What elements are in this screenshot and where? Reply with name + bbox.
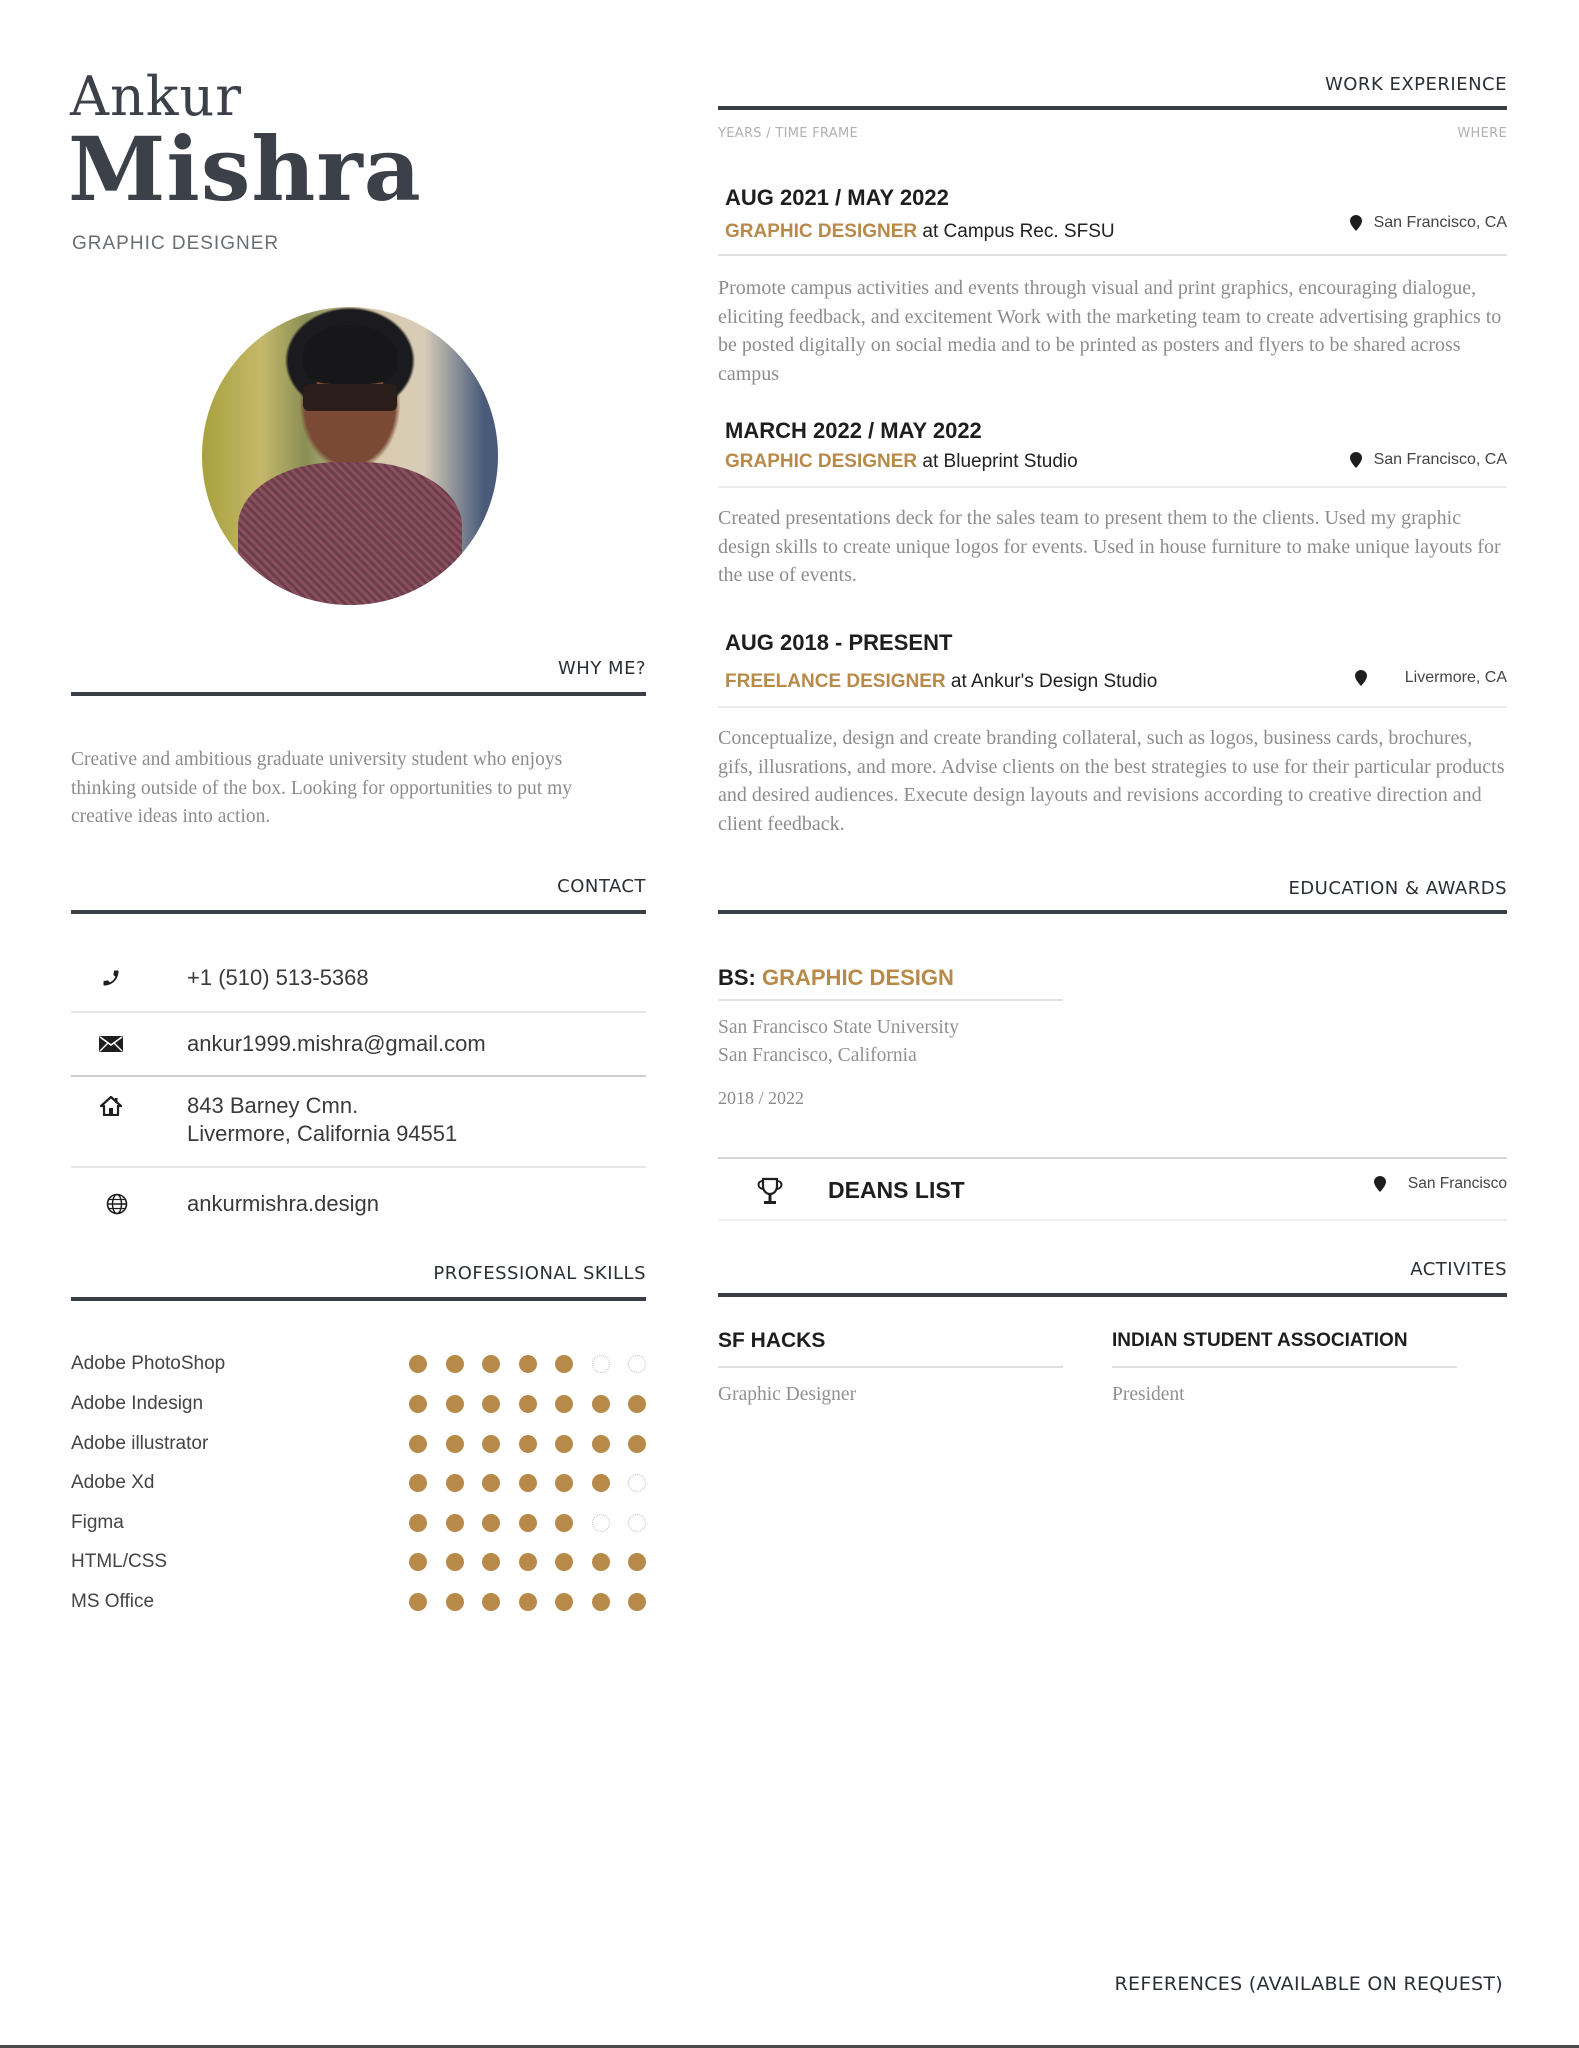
- degree: [718, 965, 954, 991]
- award-bottom-divider: [718, 1219, 1507, 1221]
- photo-sunglasses: [303, 384, 398, 411]
- degree-field: GRAPHIC DESIGN: [762, 965, 954, 990]
- rating-dot-filled: [592, 1553, 610, 1571]
- contact-phone: [71, 962, 646, 994]
- degree-prefix: BS:: [718, 965, 762, 990]
- work-divider: [718, 106, 1507, 110]
- job-2-role: [725, 451, 1078, 473]
- job-3-title: FREELANCE DESIGNER: [725, 671, 946, 692]
- why-me-text: Creative and ambitious graduate university student who enjoys thinking outside of the box. Looking for opportunities to put my creative ideas into action.: [71, 749, 573, 827]
- location-pin-icon: [1350, 215, 1362, 231]
- job-2-location-text: San Francisco, CA: [1373, 451, 1507, 468]
- contact-address-text: [187, 1092, 457, 1148]
- rating-dot-filled: [446, 1593, 464, 1611]
- work-heading: WORK EXPERIENCE: [1324, 74, 1507, 95]
- location-pin-icon: [1355, 670, 1367, 686]
- rating-dot-empty: [628, 1355, 646, 1373]
- activity-1-role: Graphic Designer: [718, 1384, 857, 1405]
- where-column-label: WHERE: [1457, 126, 1507, 141]
- rating-dot-empty: [628, 1474, 646, 1492]
- job-3-divider: [718, 706, 1507, 708]
- skill-rating: [409, 1355, 646, 1373]
- profile-photo: [202, 307, 498, 605]
- location-pin-icon: [1350, 452, 1362, 468]
- job-2-company: at Blueprint Studio: [917, 451, 1078, 472]
- skills-divider: [71, 1297, 646, 1301]
- award-location: [1374, 1175, 1507, 1193]
- rating-dot-filled: [555, 1435, 573, 1453]
- rating-dot-filled: [482, 1593, 500, 1611]
- contact-row-divider: [71, 1011, 646, 1013]
- job-3-role: [725, 671, 1157, 693]
- skill-row: [71, 1588, 646, 1616]
- job-2-divider: [718, 486, 1507, 488]
- trophy-icon: [756, 1177, 784, 1207]
- years-column-label: YEARS / TIME FRAME: [718, 126, 859, 141]
- activities-heading: ACTIVITES: [1410, 1259, 1507, 1280]
- rating-dot-filled: [482, 1553, 500, 1571]
- rating-dot-filled: [555, 1553, 573, 1571]
- rating-dot-filled: [482, 1514, 500, 1532]
- rating-dot-filled: [519, 1553, 537, 1571]
- rating-dot-filled: [555, 1593, 573, 1611]
- why-me-heading: WHY ME?: [557, 658, 646, 679]
- job-1-location-text: San Francisco, CA: [1373, 214, 1507, 231]
- job-3-location-text: Livermore, CA: [1404, 669, 1507, 686]
- activity-1-divider: [718, 1366, 1063, 1368]
- rating-dot-filled: [482, 1395, 500, 1413]
- contact-divider: [71, 910, 646, 914]
- address-line-1: 843 Barney Cmn.: [187, 1093, 359, 1118]
- rating-dot-filled: [409, 1474, 427, 1492]
- rating-dot-filled: [409, 1435, 427, 1453]
- rating-dot-filled: [409, 1514, 427, 1532]
- school-location: San Francisco, California: [718, 1045, 917, 1066]
- job-1-divider: [718, 254, 1507, 256]
- phone-icon: [91, 968, 131, 988]
- skill-name: MS Office: [71, 1591, 155, 1612]
- rating-dot-filled: [409, 1593, 427, 1611]
- education-heading: EDUCATION & AWARDS: [1288, 878, 1507, 899]
- job-title: GRAPHIC DESIGNER: [72, 233, 280, 254]
- job-1-role: [725, 221, 1115, 243]
- rating-dot-empty: [592, 1514, 610, 1532]
- mail-icon: [91, 1036, 131, 1052]
- rating-dot-filled: [446, 1355, 464, 1373]
- photo-shirt: [238, 462, 463, 605]
- why-me-divider: [71, 692, 646, 696]
- skill-name: Adobe PhotoShop: [71, 1353, 226, 1374]
- rating-dot-empty: [628, 1514, 646, 1532]
- rating-dot-filled: [555, 1474, 573, 1492]
- skill-row: [71, 1548, 646, 1576]
- skill-name: Adobe illustrator: [71, 1433, 209, 1454]
- skill-name: HTML/CSS: [71, 1551, 168, 1572]
- rating-dot-filled: [592, 1474, 610, 1492]
- globe-icon: [97, 1193, 137, 1215]
- contact-row-divider: [71, 1075, 646, 1077]
- rating-dot-filled: [482, 1355, 500, 1373]
- rating-dot-filled: [519, 1435, 537, 1453]
- contact-website: [71, 1188, 646, 1220]
- job-3-description: Conceptualize, design and create branding collateral, such as logos, business cards, brochures, gifs, illusrations, and more. Advise clients on the best strategies to use for their particular products and desired audiences. Execute design layouts and revisions according to creative direction and client feedback.: [718, 727, 1505, 835]
- skill-rating: [409, 1593, 646, 1611]
- job-3-dates: AUG 2018 - PRESENT: [725, 630, 953, 655]
- job-1-location: [1350, 214, 1507, 232]
- award-title: DEANS LIST: [828, 1177, 965, 1203]
- education-years: 2018 / 2022: [718, 1088, 805, 1108]
- activity-2-name: INDIAN STUDENT ASSOCIATION: [1112, 1330, 1408, 1351]
- activity-2-role: President: [1112, 1384, 1185, 1405]
- first-name: Ankur: [70, 65, 243, 128]
- rating-dot-filled: [482, 1474, 500, 1492]
- award-top-divider: [718, 1157, 1507, 1159]
- job-1-dates: AUG 2021 / MAY 2022: [725, 185, 949, 210]
- activity-2-divider: [1112, 1366, 1457, 1368]
- rating-dot-filled: [446, 1435, 464, 1453]
- contact-heading: CONTACT: [557, 876, 646, 897]
- skill-name: Adobe Xd: [71, 1472, 155, 1493]
- rating-dot-filled: [555, 1355, 573, 1373]
- job-2-description: Created presentations deck for the sales team to present them to the clients. Used my graphic design skills to create unique logos for events. Used in house furniture to make unique layouts for the use of events.: [718, 507, 1501, 586]
- rating-dot-filled: [592, 1435, 610, 1453]
- skills-heading: PROFESSIONAL SKILLS: [433, 1263, 646, 1284]
- job-1-title: GRAPHIC DESIGNER: [725, 221, 918, 242]
- rating-dot-filled: [519, 1593, 537, 1611]
- rating-dot-filled: [409, 1553, 427, 1571]
- rating-dot-filled: [446, 1553, 464, 1571]
- skill-rating: [409, 1435, 646, 1453]
- job-1-company: at Campus Rec. SFSU: [917, 221, 1115, 242]
- rating-dot-filled: [482, 1435, 500, 1453]
- job-1-description: Promote campus activities and events through visual and print graphics, encouraging dialogue, eliciting feedback, and excitement Work with the marketing team to create advertising graphics to be posted digitally on social media and to be printed as posters and flyers to be shared across campus: [718, 277, 1502, 385]
- rating-dot-filled: [446, 1514, 464, 1532]
- job-2-dates: MARCH 2022 / MAY 2022: [725, 418, 982, 443]
- rating-dot-filled: [519, 1355, 537, 1373]
- rating-dot-filled: [446, 1474, 464, 1492]
- rating-dot-filled: [446, 1395, 464, 1413]
- rating-dot-filled: [555, 1395, 573, 1413]
- skill-row: [71, 1430, 646, 1458]
- contact-email: [71, 1028, 646, 1060]
- activities-divider: [718, 1293, 1507, 1297]
- rating-dot-filled: [628, 1593, 646, 1611]
- skill-row: [71, 1509, 646, 1537]
- skill-name: Figma: [71, 1512, 124, 1533]
- rating-dot-filled: [519, 1395, 537, 1413]
- skill-rating: [409, 1553, 646, 1571]
- skill-row: [71, 1469, 646, 1497]
- rating-dot-filled: [555, 1514, 573, 1532]
- rating-dot-filled: [519, 1514, 537, 1532]
- skill-row: [71, 1390, 646, 1418]
- contact-row-divider: [71, 1166, 646, 1168]
- award-location-text: San Francisco: [1407, 1175, 1507, 1192]
- contact-email-text[interactable]: ankur1999.mishra@gmail.com: [187, 1031, 486, 1056]
- job-3-company: at Ankur's Design Studio: [945, 671, 1158, 692]
- rating-dot-filled: [409, 1395, 427, 1413]
- address-line-2: Livermore, California 94551: [187, 1121, 458, 1146]
- references-note: REFERENCES (AVAILABLE ON REQUEST): [1114, 1973, 1503, 1995]
- contact-address: [71, 1092, 646, 1152]
- rating-dot-filled: [592, 1395, 610, 1413]
- rating-dot-filled: [628, 1395, 646, 1413]
- rating-dot-filled: [519, 1474, 537, 1492]
- education-divider: [718, 910, 1507, 914]
- rating-dot-filled: [592, 1593, 610, 1611]
- last-name: Mishra: [68, 117, 422, 221]
- degree-divider: [718, 999, 1063, 1001]
- contact-phone-text[interactable]: +1 (510) 513-5368: [187, 965, 369, 990]
- skill-rating: [409, 1514, 646, 1532]
- activity-1-name: SF HACKS: [718, 1329, 826, 1352]
- home-icon: [91, 1096, 131, 1116]
- skill-row: [71, 1350, 646, 1378]
- rating-dot-filled: [628, 1435, 646, 1453]
- photo-hair: [303, 325, 398, 385]
- skill-rating: [409, 1395, 646, 1413]
- skill-rating: [409, 1474, 646, 1492]
- location-pin-icon: [1374, 1176, 1386, 1192]
- job-3-location: [1355, 669, 1507, 687]
- job-2-title: GRAPHIC DESIGNER: [725, 451, 918, 472]
- school-name: San Francisco State University: [718, 1017, 959, 1038]
- contact-website-text[interactable]: ankurmishra.design: [187, 1191, 379, 1216]
- skill-name: Adobe Indesign: [71, 1393, 204, 1414]
- rating-dot-empty: [592, 1355, 610, 1373]
- job-2-location: [1350, 451, 1507, 469]
- rating-dot-filled: [409, 1355, 427, 1373]
- rating-dot-filled: [628, 1553, 646, 1571]
